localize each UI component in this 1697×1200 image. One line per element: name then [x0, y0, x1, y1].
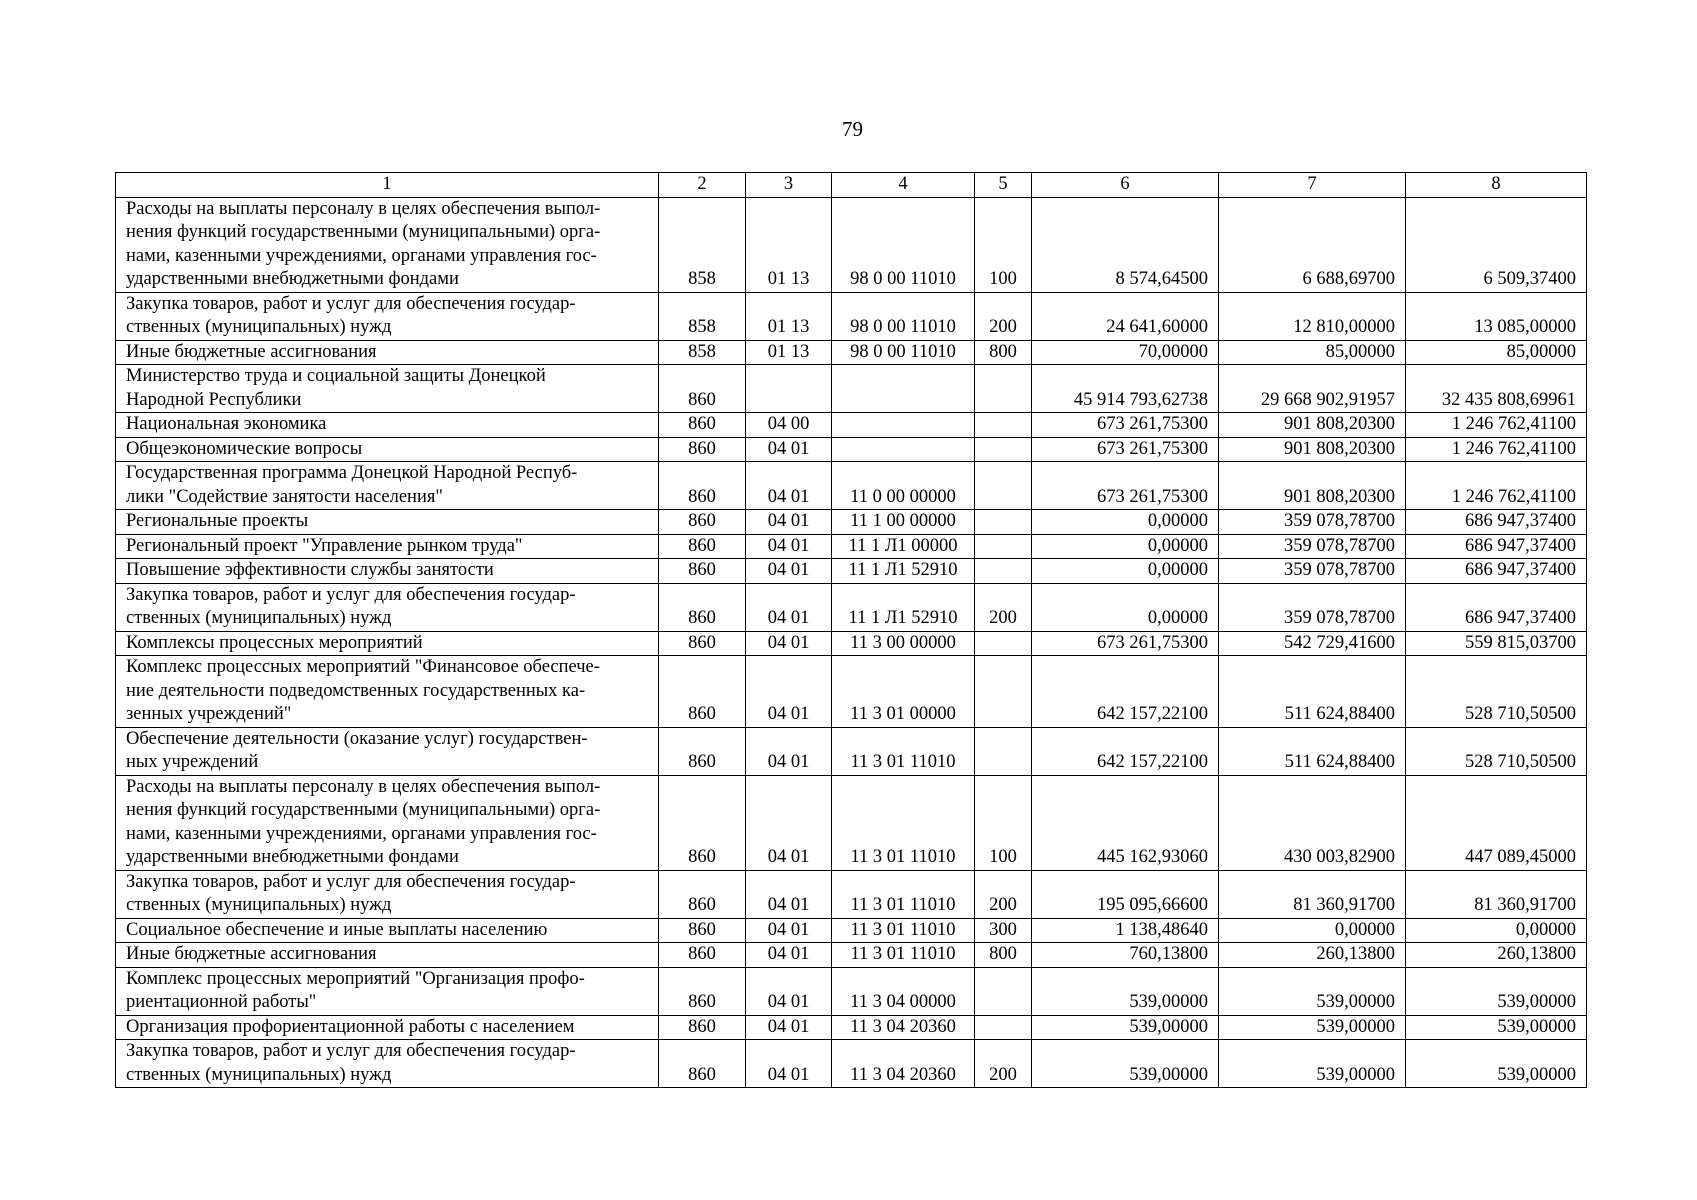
code-cell: 860: [659, 631, 746, 656]
item-name-line: Комплекс процессных мероприятий "Организация профо-: [126, 968, 585, 989]
section-cell: 01 13: [746, 197, 832, 292]
amount-cell: 13 085,00000: [1406, 292, 1587, 340]
amount-cell: 6 688,69700: [1219, 197, 1406, 292]
amount-cell: 0,00000: [1219, 918, 1406, 943]
column-header: 5: [975, 173, 1032, 198]
item-name-line: нами, казенными учреждениями, органами управления гос-: [126, 245, 597, 266]
code-cell: 860: [659, 943, 746, 968]
amount-cell: 81 360,91700: [1406, 870, 1587, 918]
section-cell: 04 01: [746, 437, 832, 462]
expense-type-cell: 800: [975, 943, 1032, 968]
code-cell: 860: [659, 365, 746, 413]
amount-cell: 539,00000: [1406, 1040, 1587, 1088]
expense-type-cell: 200: [975, 292, 1032, 340]
amount-cell: 539,00000: [1219, 1015, 1406, 1040]
item-name-cell: [116, 197, 659, 292]
code-cell: 858: [659, 292, 746, 340]
amount-cell: 539,00000: [1032, 1015, 1219, 1040]
expense-type-cell: [975, 967, 1032, 1015]
target-article-cell: 11 3 01 00000: [832, 656, 975, 728]
section-cell: 04 01: [746, 559, 832, 584]
target-article-cell: 98 0 00 11010: [832, 197, 975, 292]
amount-cell: 542 729,41600: [1219, 631, 1406, 656]
amount-cell: 686 947,37400: [1406, 559, 1587, 584]
code-cell: 860: [659, 510, 746, 535]
expense-type-cell: [975, 510, 1032, 535]
expense-type-cell: [975, 559, 1032, 584]
section-cell: 04 01: [746, 727, 832, 775]
target-article-cell: 11 1 Л1 52910: [832, 559, 975, 584]
item-name-line: ударственными внебюджетными фондами: [126, 847, 459, 867]
item-name-line: Закупка товаров, работ и услуг для обеспечения государ-: [126, 871, 576, 892]
amount-cell: 447 089,45000: [1406, 775, 1587, 870]
item-name-line: Социальное обеспечение и иные выплаты населению: [126, 919, 548, 940]
amount-cell: 528 710,50500: [1406, 656, 1587, 728]
expense-type-cell: [975, 656, 1032, 728]
item-name-line: нения функций государственными (муниципальными) орга-: [126, 800, 601, 820]
expense-type-cell: 300: [975, 918, 1032, 943]
target-article-cell: 98 0 00 11010: [832, 292, 975, 340]
amount-cell: 901 808,20300: [1219, 413, 1406, 438]
expense-type-cell: 200: [975, 870, 1032, 918]
item-name-cell: [116, 534, 659, 559]
item-name-line: ственных (муниципальных) нужд: [126, 1064, 392, 1085]
expense-type-cell: [975, 727, 1032, 775]
target-article-cell: 98 0 00 11010: [832, 340, 975, 365]
target-article-cell: 11 1 Л1 00000: [832, 534, 975, 559]
table-row: [116, 462, 1587, 510]
column-header: 6: [1032, 173, 1219, 198]
item-name-line: Региональные проекты: [126, 511, 309, 531]
amount-cell: 430 003,82900: [1219, 775, 1406, 870]
amount-cell: 1 246 762,41100: [1406, 413, 1587, 438]
target-article-cell: [832, 413, 975, 438]
amount-cell: 359 078,78700: [1219, 559, 1406, 584]
table-row: [116, 727, 1587, 775]
target-article-cell: 11 0 00 00000: [832, 462, 975, 510]
table-row: [116, 365, 1587, 413]
target-article-cell: 11 3 04 20360: [832, 1040, 975, 1088]
amount-cell: 539,00000: [1406, 967, 1587, 1015]
item-name-line: Министерство труда и социальной защиты Донецкой: [126, 366, 546, 386]
amount-cell: 195 095,66600: [1032, 870, 1219, 918]
item-name-cell: [116, 365, 659, 413]
section-cell: 04 01: [746, 656, 832, 728]
table-row: [116, 437, 1587, 462]
expense-type-cell: [975, 631, 1032, 656]
item-name-line: Комплекс процессных мероприятий "Финансовое обеспече-: [126, 657, 600, 677]
amount-cell: 0,00000: [1032, 559, 1219, 584]
section-cell: 04 01: [746, 631, 832, 656]
amount-cell: 901 808,20300: [1219, 437, 1406, 462]
item-name-line: Расходы на выплаты персоналу в целях обеспечения выпол-: [126, 198, 601, 219]
amount-cell: 445 162,93060: [1032, 775, 1219, 870]
item-name-line: Национальная экономика: [126, 414, 327, 434]
section-cell: 04 01: [746, 870, 832, 918]
code-cell: 860: [659, 1040, 746, 1088]
amount-cell: 686 947,37400: [1406, 534, 1587, 559]
amount-cell: 539,00000: [1219, 1040, 1406, 1088]
column-header: 1: [116, 173, 659, 198]
section-cell: 04 01: [746, 967, 832, 1015]
amount-cell: 686 947,37400: [1406, 583, 1587, 631]
expense-type-cell: [975, 365, 1032, 413]
item-name-line: Закупка товаров, работ и услуг для обеспечения государ-: [126, 1041, 576, 1061]
amount-cell: 0,00000: [1032, 510, 1219, 535]
item-name-cell: [116, 292, 659, 340]
code-cell: 860: [659, 559, 746, 584]
expense-type-cell: 800: [975, 340, 1032, 365]
column-header: 8: [1406, 173, 1587, 198]
expense-type-cell: 200: [975, 1040, 1032, 1088]
column-header: 3: [746, 173, 832, 198]
table-row: [116, 292, 1587, 340]
table-row: [116, 534, 1587, 559]
amount-cell: 539,00000: [1032, 967, 1219, 1015]
target-article-cell: 11 1 Л1 52910: [832, 583, 975, 631]
item-name-line: риентационной работы": [126, 992, 317, 1012]
item-name-cell: [116, 656, 659, 728]
expense-type-cell: 100: [975, 775, 1032, 870]
amount-cell: 1 138,48640: [1032, 918, 1219, 943]
target-article-cell: 11 3 01 11010: [832, 775, 975, 870]
table-row: [116, 967, 1587, 1015]
code-cell: 860: [659, 656, 746, 728]
amount-cell: 760,13800: [1032, 943, 1219, 968]
amount-cell: 6 509,37400: [1406, 197, 1587, 292]
item-name-line: Народной Республики: [126, 389, 302, 410]
expense-type-cell: [975, 534, 1032, 559]
item-name-line: Иные бюджетные ассигнования: [126, 944, 377, 964]
item-name-cell: [116, 918, 659, 943]
item-name-cell: [116, 413, 659, 438]
budget-table: [115, 172, 1587, 1088]
amount-cell: 8 574,64500: [1032, 197, 1219, 292]
item-name-cell: [116, 1015, 659, 1040]
target-article-cell: 11 3 01 11010: [832, 918, 975, 943]
column-header: 4: [832, 173, 975, 198]
expense-type-cell: [975, 413, 1032, 438]
item-name-cell: [116, 727, 659, 775]
item-name-line: Государственная программа Донецкой Народной Респуб-: [126, 463, 578, 483]
item-name-cell: [116, 1040, 659, 1088]
item-name-cell: [116, 775, 659, 870]
code-cell: 860: [659, 727, 746, 775]
amount-cell: 673 261,75300: [1032, 437, 1219, 462]
table-row: [116, 631, 1587, 656]
target-article-cell: 11 1 00 00000: [832, 510, 975, 535]
code-cell: 860: [659, 918, 746, 943]
section-cell: 04 01: [746, 775, 832, 870]
column-header: 7: [1219, 173, 1406, 198]
item-name-line: зенных учреждений": [126, 704, 292, 724]
section-cell: [746, 365, 832, 413]
amount-cell: 539,00000: [1406, 1015, 1587, 1040]
section-cell: 04 01: [746, 943, 832, 968]
amount-cell: 642 157,22100: [1032, 656, 1219, 728]
section-cell: 04 01: [746, 583, 832, 631]
table-row: [116, 775, 1587, 870]
item-name-line: ственных (муниципальных) нужд: [126, 608, 392, 628]
amount-cell: 12 810,00000: [1219, 292, 1406, 340]
expense-type-cell: [975, 1015, 1032, 1040]
item-name-cell: [116, 559, 659, 584]
amount-cell: 559 815,03700: [1406, 631, 1587, 656]
expense-type-cell: [975, 437, 1032, 462]
code-cell: 860: [659, 437, 746, 462]
section-cell: 04 00: [746, 413, 832, 438]
amount-cell: 359 078,78700: [1219, 510, 1406, 535]
item-name-line: Закупка товаров, работ и услуг для обеспечения государ-: [126, 293, 576, 314]
amount-cell: 359 078,78700: [1219, 583, 1406, 631]
table-row: [116, 943, 1587, 968]
amount-cell: 539,00000: [1219, 967, 1406, 1015]
amount-cell: 85,00000: [1406, 340, 1587, 365]
code-cell: 860: [659, 870, 746, 918]
amount-cell: 260,13800: [1219, 943, 1406, 968]
item-name-cell: [116, 583, 659, 631]
amount-cell: 32 435 808,69961: [1406, 365, 1587, 413]
item-name-line: Расходы на выплаты персоналу в целях обеспечения выпол-: [126, 776, 601, 797]
code-cell: 860: [659, 967, 746, 1015]
item-name-line: нения функций государственными (муниципальными) орга-: [126, 222, 601, 242]
section-cell: 01 13: [746, 292, 832, 340]
table-row: [116, 510, 1587, 535]
item-name-line: ственных (муниципальных) нужд: [126, 895, 392, 915]
item-name-cell: [116, 967, 659, 1015]
expense-type-cell: 200: [975, 583, 1032, 631]
expense-type-cell: [975, 462, 1032, 510]
amount-cell: 673 261,75300: [1032, 413, 1219, 438]
item-name-line: лики "Содействие занятости населения": [126, 486, 443, 507]
code-cell: 858: [659, 340, 746, 365]
section-cell: 04 01: [746, 1015, 832, 1040]
amount-cell: 0,00000: [1406, 918, 1587, 943]
target-article-cell: 11 3 04 00000: [832, 967, 975, 1015]
amount-cell: 0,00000: [1032, 583, 1219, 631]
item-name-line: Обеспечение деятельности (оказание услуг) государствен-: [126, 728, 588, 749]
code-cell: 860: [659, 413, 746, 438]
code-cell: 858: [659, 197, 746, 292]
item-name-cell: [116, 870, 659, 918]
table-row: [116, 918, 1587, 943]
amount-cell: 70,00000: [1032, 340, 1219, 365]
table-row: [116, 656, 1587, 728]
amount-cell: 45 914 793,62738: [1032, 365, 1219, 413]
target-article-cell: [832, 365, 975, 413]
item-name-line: Региональный проект "Управление рынком труда": [126, 535, 523, 556]
table-row: [116, 197, 1587, 292]
expense-type-cell: 100: [975, 197, 1032, 292]
amount-cell: 901 808,20300: [1219, 462, 1406, 510]
amount-cell: 1 246 762,41100: [1406, 437, 1587, 462]
section-cell: 04 01: [746, 462, 832, 510]
amount-cell: 642 157,22100: [1032, 727, 1219, 775]
item-name-cell: [116, 340, 659, 365]
column-header: 2: [659, 173, 746, 198]
table-row: [116, 413, 1587, 438]
amount-cell: 528 710,50500: [1406, 727, 1587, 775]
code-cell: 860: [659, 462, 746, 510]
item-name-line: Повышение эффективности службы занятости: [126, 560, 494, 580]
item-name-cell: [116, 437, 659, 462]
amount-cell: 260,13800: [1406, 943, 1587, 968]
item-name-line: Комплексы процессных мероприятий: [126, 632, 423, 653]
table-row: [116, 870, 1587, 918]
item-name-line: ственных (муниципальных) нужд: [126, 317, 392, 337]
amount-cell: 673 261,75300: [1032, 631, 1219, 656]
code-cell: 860: [659, 1015, 746, 1040]
section-cell: 04 01: [746, 510, 832, 535]
item-name-line: Организация профориентационной работы с населением: [126, 1016, 575, 1037]
code-cell: 860: [659, 775, 746, 870]
table-row: [116, 559, 1587, 584]
item-name-cell: [116, 462, 659, 510]
section-cell: 01 13: [746, 340, 832, 365]
item-name-line: нами, казенными учреждениями, органами управления гос-: [126, 823, 597, 844]
amount-cell: 511 624,88400: [1219, 727, 1406, 775]
target-article-cell: 11 3 04 20360: [832, 1015, 975, 1040]
amount-cell: 81 360,91700: [1219, 870, 1406, 918]
item-name-line: ных учреждений: [126, 752, 259, 772]
table-row: [116, 1015, 1587, 1040]
target-article-cell: 11 3 00 00000: [832, 631, 975, 656]
target-article-cell: 11 3 01 11010: [832, 943, 975, 968]
item-name-cell: [116, 510, 659, 535]
table-body: [116, 173, 1587, 1088]
target-article-cell: [832, 437, 975, 462]
amount-cell: 511 624,88400: [1219, 656, 1406, 728]
amount-cell: 29 668 902,91957: [1219, 365, 1406, 413]
amount-cell: 24 641,60000: [1032, 292, 1219, 340]
item-name-line: Общеэкономические вопросы: [126, 438, 363, 459]
page-number: 79: [842, 117, 863, 141]
code-cell: 860: [659, 583, 746, 631]
amount-cell: 686 947,37400: [1406, 510, 1587, 535]
table-row: [116, 1040, 1587, 1088]
item-name-line: ударственными внебюджетными фондами: [126, 269, 459, 289]
amount-cell: 85,00000: [1219, 340, 1406, 365]
table-row: [116, 583, 1587, 631]
amount-cell: 359 078,78700: [1219, 534, 1406, 559]
item-name-cell: [116, 631, 659, 656]
item-name-line: ние деятельности подведомственных государственных ка-: [126, 680, 586, 701]
header-row: [116, 173, 1587, 198]
section-cell: 04 01: [746, 1040, 832, 1088]
item-name-line: Иные бюджетные ассигнования: [126, 341, 377, 362]
amount-cell: 1 246 762,41100: [1406, 462, 1587, 510]
amount-cell: 673 261,75300: [1032, 462, 1219, 510]
section-cell: 04 01: [746, 918, 832, 943]
target-article-cell: 11 3 01 11010: [832, 870, 975, 918]
table-row: [116, 340, 1587, 365]
section-cell: 04 01: [746, 534, 832, 559]
amount-cell: 0,00000: [1032, 534, 1219, 559]
amount-cell: 539,00000: [1032, 1040, 1219, 1088]
item-name-cell: [116, 943, 659, 968]
item-name-line: Закупка товаров, работ и услуг для обеспечения государ-: [126, 584, 576, 605]
target-article-cell: 11 3 01 11010: [832, 727, 975, 775]
code-cell: 860: [659, 534, 746, 559]
